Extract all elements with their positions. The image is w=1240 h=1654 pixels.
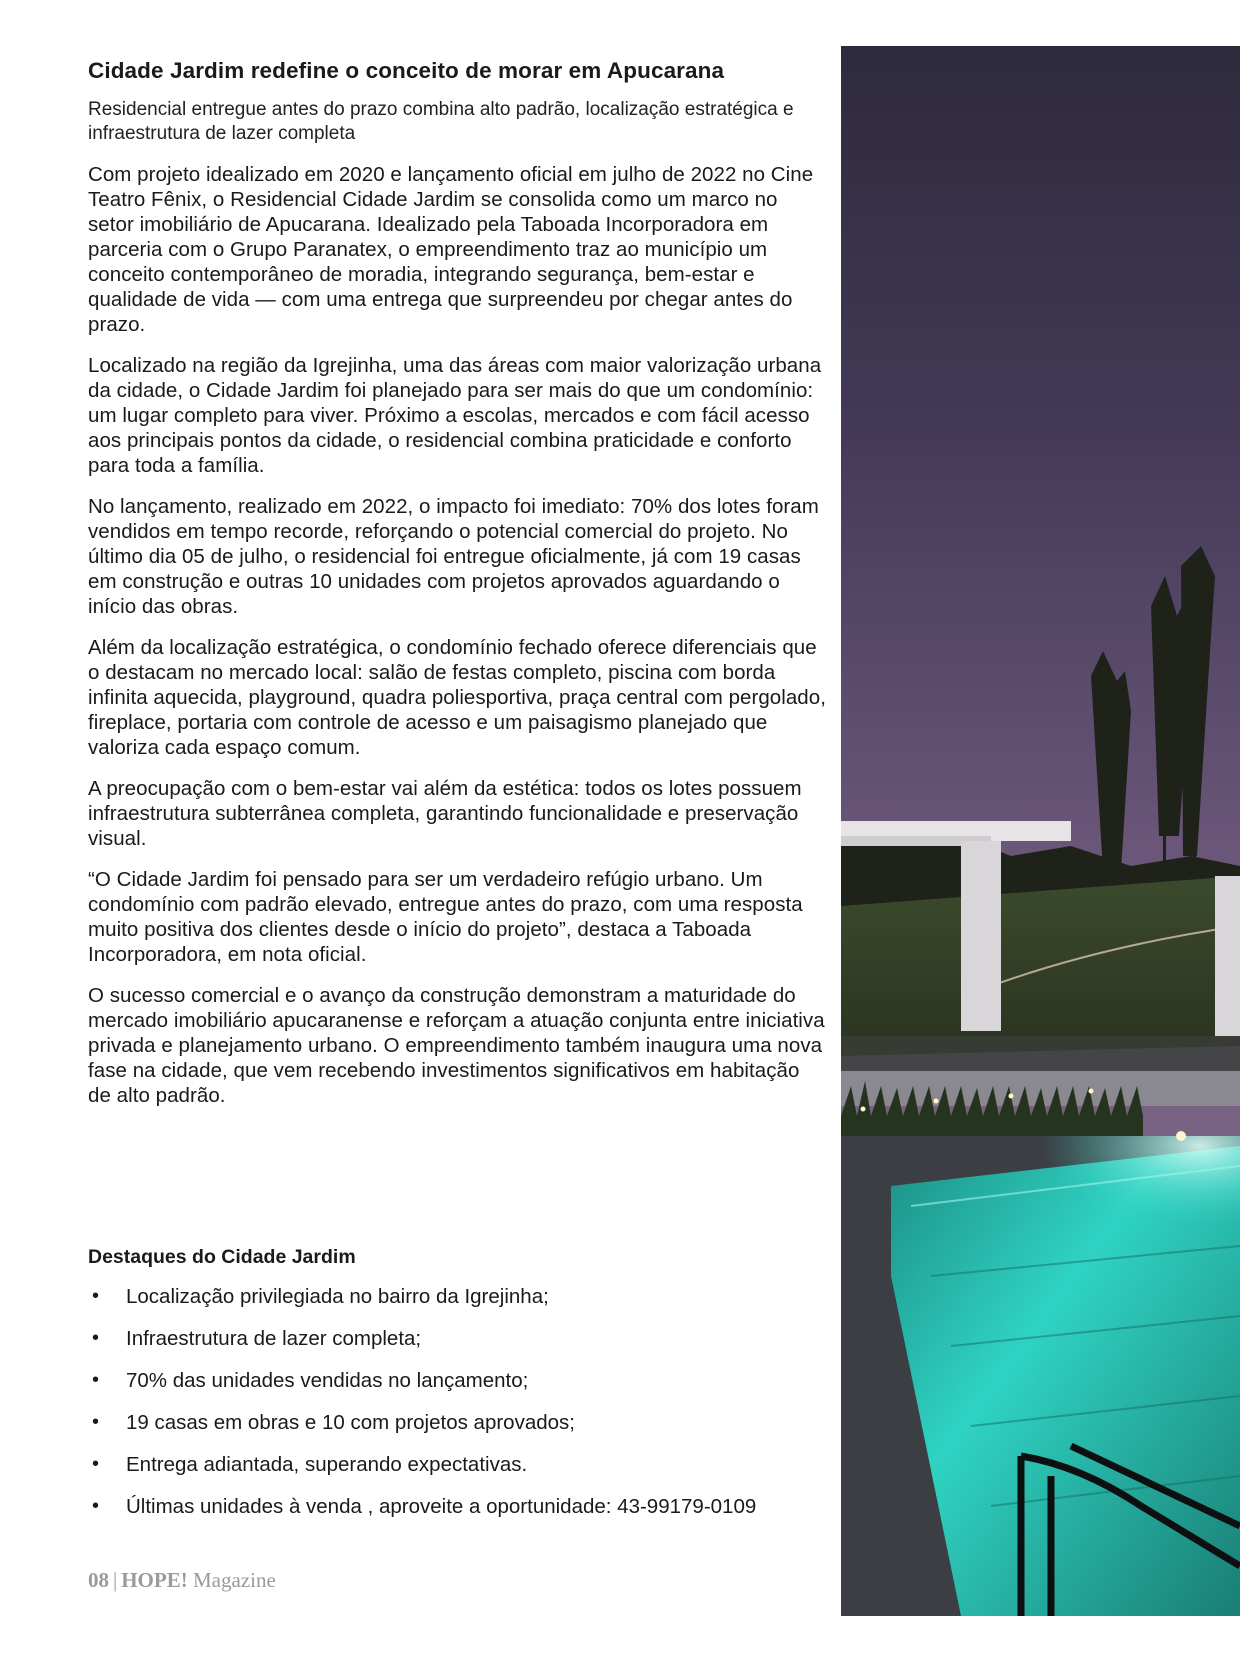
bullet-icon: • [92, 1453, 100, 1475]
condominium-photo [841, 46, 1240, 1616]
night-pool-image [841, 46, 1240, 1616]
list-item [88, 1368, 808, 1393]
lawn [841, 876, 1240, 1056]
article-paragraph: Localizado na região da Igrejinha, uma das áreas com maior valorização urbana da cidade, o Cidade Jardim foi planejado para ser mais do que um condomínio: um lugar completo para viver. Próximo a escolas, mercados e com fácil acesso aos principais pontos da cidade, o residencial combina praticidade e conforto para toda a família. [88, 354, 822, 477]
bullet-icon: • [92, 1411, 100, 1433]
list-item [88, 1494, 808, 1519]
magazine-name: Magazine [192, 1568, 276, 1592]
article-paragraph: No lançamento, realizado em 2022, o impacto foi imediato: 70% dos lotes foram vendidos em tempo recorde, reforçando o potencial comercial do projeto. No último dia 05 de julho, o residencial foi entregue oficialmente, já com 19 casas em construção e outras 10 unidades com projetos aprovados aguardando o início das obras. [88, 495, 819, 618]
list-item-text: Últimas unidades à venda , aproveite a oportunidade: 43-99179-0109 [126, 1495, 757, 1518]
article-paragraph: O sucesso comercial e o avanço da construção demonstram a maturidade do mercado imobiliário apucaranense e reforçam a atuação conjunta entre iniciativa privada e planejamento urbano. O empreendimento também inaugura uma nova fase na cidade, que vem recebendo investimentos significativos em habitação de alto padrão. [88, 984, 825, 1107]
pool-light-glow [841, 1136, 1240, 1336]
list-item [88, 1452, 808, 1477]
bullet-icon: • [92, 1327, 100, 1349]
page-footer [88, 1568, 276, 1593]
bullet-icon: • [92, 1285, 100, 1307]
article-column [88, 56, 828, 1124]
list-item-text: Entrega adiantada, superando expectativas. [126, 1453, 528, 1476]
list-item-text: 19 casas em obras e 10 com projetos aprovados; [126, 1411, 575, 1434]
list-item [88, 1284, 808, 1309]
article-paragraph: A preocupação com o bem-estar vai além da estética: todos os lotes possuem infraestrutura subterrânea completa, garantindo funcionalidade e preservação visual. [88, 777, 802, 850]
article-body [88, 162, 828, 1108]
footer-separator: | [113, 1568, 118, 1592]
list-item [88, 1410, 808, 1435]
article-paragraph: “O Cidade Jardim foi pensado para ser um verdadeiro refúgio urbano. Um condomínio com padrão elevado, entregue antes do prazo, com uma resposta muito positiva dos clientes desde o início do projeto”, destaca a Taboada Incorporadora, em nota oficial. [88, 868, 803, 966]
highlights-list [88, 1284, 808, 1536]
bullet-icon: • [92, 1495, 100, 1517]
bullet-icon: • [92, 1369, 100, 1391]
highlights-title: Destaques do Cidade Jardim [88, 1246, 356, 1268]
list-item-text: Infraestrutura de lazer completa; [126, 1327, 422, 1350]
article-subtitle: Residencial entregue antes do prazo combina alto padrão, localização estratégica e infraestrutura de lazer completa [88, 99, 794, 144]
list-item [88, 1326, 808, 1351]
list-item-text: Localização privilegiada no bairro da Igrejinha; [126, 1285, 549, 1308]
magazine-brand: HOPE! [121, 1568, 188, 1592]
article-paragraph: Com projeto idealizado em 2020 e lançamento oficial em julho de 2022 no Cine Teatro Fênix, o Residencial Cidade Jardim se consolida como um marco no setor imobiliário de Apucarana. Idealizado pela Taboada Incorporadora em parceria com o Grupo Paranatex, o empreendimento traz ao município um conceito contemporâneo de moradia, integrando segurança, bem-estar e qualidade de vida — com uma entrega que surpreendeu por chegar antes do prazo. [88, 163, 814, 336]
list-item-text: 70% das unidades vendidas no lançamento; [126, 1369, 529, 1392]
page-number: 08 [88, 1568, 109, 1592]
article-paragraph: Além da localização estratégica, o condomínio fechado oferece diferenciais que o destacam no mercado local: salão de festas completo, piscina com borda infinita aquecida, playground, quadra poliesportiva, praça central com pergolado, fireplace, portaria com controle de acesso e um paisagismo planejado que valoriza cada espaço comum. [88, 636, 826, 759]
glass-railing [841, 1036, 1240, 1076]
article-title: Cidade Jardim redefine o conceito de morar em Apucarana [88, 58, 725, 83]
